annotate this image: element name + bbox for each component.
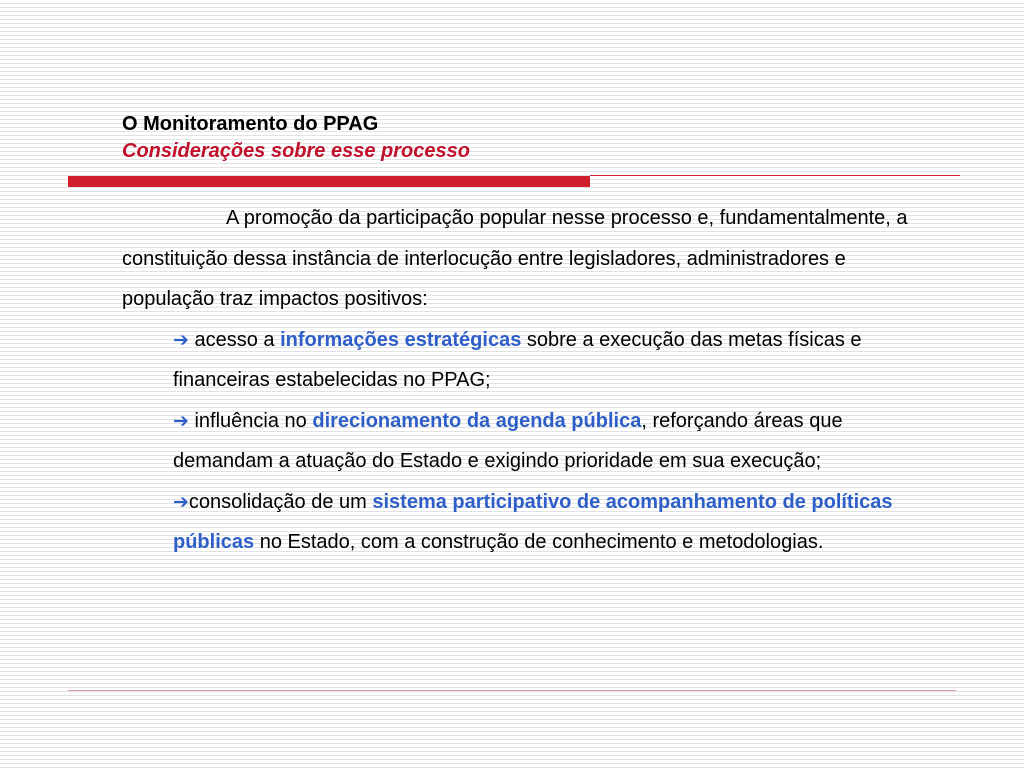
bullet-highlight: sistema participativo de acompanhamento de políticas públicas — [173, 490, 893, 553]
title-underline-thin — [590, 175, 960, 176]
footer-divider — [68, 690, 956, 691]
bullet-text-after: sobre a execução das metas físicas e financeiras estabelecidas no PPAG; — [173, 328, 862, 391]
body-text — [122, 198, 942, 563]
bullet-text-before: consolidação de um — [188, 490, 373, 513]
bullet-item — [122, 320, 942, 401]
intro-paragraph: A promoção da participação popular nesse processo e, fundamentalmente, a constituição dessa instância de interlocução entre legisladores, administradores e população traz impactos positivos: — [122, 207, 908, 310]
right-arrow-icon: ➔ — [173, 328, 189, 351]
bullet-text-before: influência no — [194, 409, 313, 432]
bullet-highlight: informações estratégicas — [280, 328, 522, 351]
bullet-text-after: no Estado, com a construção de conhecimento e metodologias. — [254, 531, 824, 553]
bullet-item — [122, 482, 942, 563]
right-arrow-icon: ➔ — [173, 490, 189, 513]
slide-subtitle: Considerações sobre esse processo — [122, 140, 470, 162]
slide-title: O Monitoramento do PPAG — [122, 113, 379, 135]
bullet-text-before: acesso a — [194, 328, 281, 351]
bullet-highlight: direcionamento da agenda pública — [312, 409, 642, 432]
bullet-text-after: , reforçando áreas que demandam a atuação do Estado e exigindo prioridade em sua execução; — [173, 409, 843, 472]
slide-title-block — [122, 111, 470, 165]
right-arrow-icon: ➔ — [173, 409, 189, 432]
bullet-item — [122, 401, 942, 482]
title-underline-thick — [68, 176, 590, 187]
